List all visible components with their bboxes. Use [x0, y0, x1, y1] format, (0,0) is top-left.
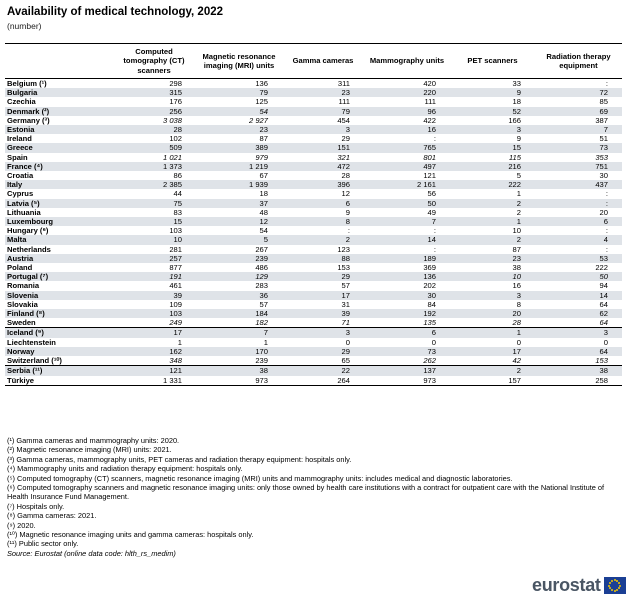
value-cell: 0 — [516, 337, 521, 347]
value-cell: 20 — [512, 309, 521, 319]
value-cell: 1 — [177, 337, 182, 347]
value-cell: 8 — [516, 299, 521, 309]
value-cell: : — [605, 198, 608, 208]
value-cell: 1 — [516, 189, 521, 199]
value-cell: 29 — [341, 346, 350, 356]
value-cell: 1 939 — [248, 180, 268, 190]
country-cell: Slovenia — [7, 290, 39, 300]
country-cell: Norway — [7, 346, 35, 356]
value-cell: 37 — [259, 198, 268, 208]
value-cell: 7 — [431, 217, 436, 227]
value-cell: 151 — [337, 143, 350, 153]
value-cell: 157 — [450, 376, 535, 386]
value-cell: 264 — [282, 376, 364, 386]
header-radiation-therapy: Radiation therapy equipment — [546, 51, 611, 70]
table-row — [5, 134, 622, 143]
value-cell: : — [347, 226, 350, 236]
footnote: (⁷) Hospitals only. — [7, 501, 65, 511]
value-cell: 23 — [512, 253, 521, 263]
value-cell: : — [535, 79, 622, 89]
country-cell: Germany (³) — [7, 115, 50, 125]
value-cell: 51 — [599, 134, 608, 144]
value-cell: 216 — [508, 161, 521, 171]
value-cell: 396 — [337, 180, 350, 190]
value-cell: 52 — [512, 106, 521, 116]
value-cell: 257 — [169, 253, 182, 263]
value-cell: 283 — [255, 281, 268, 291]
value-cell: 1 — [450, 328, 535, 338]
header-gamma-cameras: Gamma cameras — [292, 56, 354, 66]
value-cell: : — [605, 189, 608, 199]
footnote: (¹⁰) Magnetic resonance imaging units and gamma cameras: hospitals only. — [7, 530, 254, 540]
value-cell: 1 — [263, 337, 268, 347]
value-cell: 57 — [259, 299, 268, 309]
value-cell: 136 — [423, 272, 436, 282]
table-row — [5, 171, 622, 180]
footnote: (⁹) 2020. — [7, 520, 36, 530]
value-cell: 486 — [255, 263, 268, 273]
value-cell: 2 927 — [248, 115, 268, 125]
value-cell: : — [605, 244, 608, 254]
value-cell: 84 — [427, 299, 436, 309]
table-row — [5, 180, 622, 189]
value-cell: 111 — [338, 97, 350, 107]
value-cell: 5 — [516, 171, 521, 181]
value-cell: 33 — [450, 79, 535, 89]
value-cell: : — [433, 134, 436, 144]
value-cell: 10 — [173, 235, 182, 245]
value-cell: 2 385 — [162, 180, 182, 190]
country-cell: Switzerland (¹⁰) — [7, 356, 62, 366]
footnote: (⁵) Computed tomography (CT) scanners, magnetic resonance imaging (MRI) units and mammography units: includes medical and diagnostic laboratories. — [7, 473, 513, 483]
country-cell: Estonia — [7, 125, 35, 135]
value-cell: 321 — [337, 152, 350, 162]
value-cell: 49 — [427, 207, 436, 217]
table-row — [5, 97, 622, 106]
value-cell: : — [605, 226, 608, 236]
value-cell: 192 — [423, 309, 436, 319]
value-cell: 29 — [341, 272, 350, 282]
value-cell: 461 — [169, 281, 182, 291]
value-cell: 115 — [508, 152, 521, 162]
value-cell: 6 — [364, 328, 450, 338]
value-cell: 67 — [259, 171, 268, 181]
value-cell: 39 — [341, 309, 350, 319]
country-cell: Portugal (⁷) — [7, 272, 49, 282]
table-row — [5, 291, 622, 300]
value-cell: 9 — [516, 88, 521, 98]
value-cell: 20 — [599, 207, 608, 217]
value-cell: 72 — [599, 88, 608, 98]
value-cell: 162 — [169, 346, 182, 356]
country-cell: Ireland — [7, 134, 32, 144]
table-row — [5, 328, 622, 338]
table-row — [5, 272, 622, 281]
value-cell: 137 — [364, 366, 450, 376]
value-cell: 38 — [196, 366, 282, 376]
value-cell: 54 — [259, 226, 268, 236]
value-cell: 389 — [255, 143, 268, 153]
country-cell: Sweden — [7, 318, 36, 328]
value-cell: 3 — [516, 290, 521, 300]
value-cell: 71 — [341, 318, 350, 328]
value-cell: 1 219 — [248, 161, 268, 171]
value-cell: 256 — [169, 106, 182, 116]
country-cell: France (⁴) — [7, 161, 43, 171]
value-cell: 14 — [599, 290, 608, 300]
value-cell: 29 — [341, 134, 350, 144]
header-mri-units: Magnetic resonance imaging (MRI) units — [202, 51, 276, 70]
eu-flag-icon — [604, 577, 626, 594]
table-row — [5, 366, 622, 376]
header-pet-scanners: PET scanners — [467, 56, 518, 66]
value-cell: 53 — [599, 253, 608, 263]
country-cell: Slovakia — [7, 299, 38, 309]
value-cell: 3 — [345, 125, 350, 135]
country-cell: Croatia — [7, 171, 34, 181]
value-cell: 2 — [516, 207, 521, 217]
table-row — [5, 254, 622, 263]
value-cell: 369 — [423, 263, 436, 273]
footnote: (¹) Gamma cameras and mammography units: 2020. — [7, 436, 180, 445]
value-cell: 7 — [196, 328, 282, 338]
medical-technology-table — [5, 43, 622, 386]
table-row — [5, 309, 622, 318]
value-cell: 16 — [427, 125, 436, 135]
value-cell: 79 — [341, 106, 350, 116]
table-row — [5, 318, 622, 328]
value-cell: : — [433, 226, 436, 236]
value-cell: 79 — [259, 88, 268, 98]
value-cell: 2 — [450, 366, 535, 376]
table-row — [5, 300, 622, 309]
value-cell: 2 161 — [416, 180, 436, 190]
value-cell: 73 — [599, 143, 608, 153]
value-cell: 22 — [282, 366, 364, 376]
page-title: Availability of medical technology, 2022 — [7, 6, 224, 18]
value-cell: 85 — [599, 97, 608, 107]
value-cell: 9 — [345, 207, 350, 217]
value-cell: 262 — [423, 356, 436, 366]
table-body — [5, 79, 622, 386]
country-cell: Czechia — [7, 97, 36, 107]
footnote: (⁶) Computed tomography scanners and magnetic resonance imaging units: only those owned by health care institutions with a contract for outpatient care with the National Institute of Health Insurance Fund Management. — [7, 483, 605, 502]
value-cell: 437 — [595, 180, 608, 190]
value-cell: 472 — [337, 161, 350, 171]
value-cell: 28 — [173, 125, 182, 135]
value-cell: 222 — [595, 263, 608, 273]
value-cell: 6 — [345, 198, 350, 208]
value-cell: 509 — [169, 143, 182, 153]
value-cell: 48 — [259, 207, 268, 217]
value-cell: 249 — [169, 318, 182, 328]
value-cell: 10 — [512, 226, 521, 236]
footnote: (⁴) Mammography units and radiation therapy equipment: hospitals only. — [7, 464, 243, 474]
value-cell: 153 — [337, 263, 350, 273]
country-cell: Netherlands — [7, 244, 51, 254]
page-subtitle: (number) — [7, 21, 42, 31]
value-cell: 166 — [508, 115, 521, 125]
value-cell: 18 — [259, 189, 268, 199]
value-cell: 103 — [169, 226, 182, 236]
value-cell: 239 — [255, 253, 268, 263]
value-cell: 258 — [535, 376, 622, 386]
value-cell: 30 — [599, 171, 608, 181]
footnote: (³) Gamma cameras, mammography units, PET cameras and radiation therapy equipment: hospitals only. — [7, 454, 352, 464]
table-row — [5, 88, 622, 97]
value-cell: 23 — [259, 125, 268, 135]
value-cell: 102 — [169, 134, 182, 144]
value-cell: 189 — [423, 253, 436, 263]
footnote: (²) Magnetic resonance imaging (MRI) units: 2021. — [7, 445, 172, 455]
header-ct-scanners: Computed tomography (CT) scanners — [123, 47, 185, 75]
header-country — [5, 44, 112, 79]
table-row — [5, 347, 622, 356]
table-row — [5, 226, 622, 235]
value-cell: 176 — [169, 97, 182, 107]
value-cell: 50 — [599, 272, 608, 282]
value-cell: 1 — [516, 217, 521, 227]
value-cell: 56 — [427, 189, 436, 199]
value-cell: 5 — [263, 235, 268, 245]
value-cell: 17 — [512, 346, 521, 356]
value-cell: 86 — [173, 171, 182, 181]
country-cell: Spain — [7, 152, 28, 162]
table-row — [5, 107, 622, 116]
table-row — [5, 338, 622, 347]
value-cell: 0 — [345, 337, 350, 347]
table-row — [5, 281, 622, 290]
table-row — [5, 235, 622, 244]
country-cell: Austria — [7, 253, 34, 263]
country-cell: Iceland (⁹) — [5, 328, 112, 338]
table-row — [5, 376, 622, 386]
value-cell: 18 — [512, 97, 521, 107]
value-cell: 1 021 — [162, 152, 182, 162]
table-row — [5, 162, 622, 171]
country-cell: Denmark (²) — [7, 106, 50, 116]
table-header-row — [5, 44, 622, 79]
value-cell: 69 — [599, 106, 608, 116]
country-cell: Romania — [7, 281, 40, 291]
country-cell: Malta — [7, 235, 27, 245]
value-cell: 39 — [173, 290, 182, 300]
value-cell: 64 — [599, 346, 608, 356]
value-cell: 0 — [603, 337, 608, 347]
value-cell: 454 — [337, 115, 350, 125]
table-row — [5, 356, 622, 366]
value-cell: 75 — [173, 198, 182, 208]
value-cell: 109 — [169, 299, 182, 309]
source-note: Source: Eurostat (online data code: hlth_rs_medim) — [7, 548, 176, 558]
header-mammography-units: Mammography units — [369, 56, 445, 66]
country-cell: Cyprus — [7, 189, 34, 199]
table-row — [5, 116, 622, 125]
value-cell: 87 — [512, 244, 521, 254]
country-cell: Finland (⁸) — [7, 309, 45, 319]
value-cell: 751 — [595, 161, 608, 171]
value-cell: 28 — [341, 171, 350, 181]
value-cell: 23 — [341, 88, 350, 98]
table-row — [5, 199, 622, 208]
value-cell: 121 — [112, 366, 196, 376]
value-cell: 125 — [255, 97, 268, 107]
value-cell: 877 — [169, 263, 182, 273]
value-cell: 3 — [282, 328, 364, 338]
value-cell: 3 — [535, 328, 622, 338]
table-row — [5, 143, 622, 152]
table-row — [5, 245, 622, 254]
value-cell: 12 — [259, 217, 268, 227]
value-cell: 54 — [259, 106, 268, 116]
value-cell: 17 — [112, 328, 196, 338]
value-cell: 353 — [595, 152, 608, 162]
value-cell: 31 — [341, 299, 350, 309]
value-cell: 191 — [169, 272, 182, 282]
value-cell: 387 — [595, 115, 608, 125]
value-cell: 3 038 — [162, 115, 182, 125]
country-cell: Liechtenstein — [7, 337, 56, 347]
value-cell: 6 — [603, 217, 608, 227]
table-row — [5, 153, 622, 162]
country-cell: Bulgaria — [7, 88, 38, 98]
value-cell: 65 — [341, 356, 350, 366]
value-cell: 4 — [603, 235, 608, 245]
country-cell: Hungary (⁶) — [7, 226, 49, 236]
value-cell: 298 — [112, 79, 196, 89]
value-cell: 36 — [259, 290, 268, 300]
value-cell: 38 — [535, 366, 622, 376]
table-row — [5, 189, 622, 198]
country-cell: Türkiye — [5, 376, 112, 386]
value-cell: 420 — [364, 79, 450, 89]
value-cell: 136 — [196, 79, 282, 89]
value-cell: 315 — [169, 88, 182, 98]
value-cell: 50 — [427, 198, 436, 208]
value-cell: 12 — [341, 189, 350, 199]
value-cell: 94 — [599, 281, 608, 291]
value-cell: 7 — [603, 125, 608, 135]
value-cell: 182 — [255, 318, 268, 328]
value-cell: 2 — [516, 198, 521, 208]
value-cell: 17 — [341, 290, 350, 300]
country-cell: Poland — [7, 263, 33, 273]
value-cell: 15 — [173, 217, 182, 227]
value-cell: 973 — [196, 376, 282, 386]
table-row — [5, 217, 622, 226]
country-cell: Latvia (⁵) — [7, 198, 40, 208]
value-cell: 135 — [423, 318, 436, 328]
country-cell: Luxembourg — [7, 217, 53, 227]
value-cell: 103 — [169, 309, 182, 319]
value-cell: 96 — [427, 106, 436, 116]
value-cell: 2 — [516, 235, 521, 245]
logo-text: eurostat — [532, 575, 601, 595]
value-cell: 2 — [345, 235, 350, 245]
value-cell: 497 — [423, 161, 436, 171]
footnotes — [7, 436, 619, 558]
value-cell: 153 — [595, 356, 608, 366]
value-cell: 121 — [423, 171, 436, 181]
table-row — [5, 125, 622, 134]
footnote: (¹¹) Public sector only. — [7, 539, 79, 549]
value-cell: 348 — [169, 356, 182, 366]
table-row — [5, 263, 622, 272]
value-cell: 30 — [427, 290, 436, 300]
value-cell: 15 — [512, 143, 521, 153]
value-cell: 1 331 — [112, 376, 196, 386]
value-cell: 281 — [169, 244, 182, 254]
value-cell: 64 — [599, 299, 608, 309]
footnote: (⁸) Gamma cameras: 2021. — [7, 511, 97, 521]
country-cell: Italy — [7, 180, 23, 190]
value-cell: 222 — [508, 180, 521, 190]
value-cell: 16 — [512, 281, 521, 291]
value-cell: 422 — [423, 115, 436, 125]
value-cell: 73 — [427, 346, 436, 356]
value-cell: 83 — [173, 207, 182, 217]
value-cell: 801 — [423, 152, 436, 162]
value-cell: 979 — [255, 152, 268, 162]
value-cell: 57 — [341, 281, 350, 291]
value-cell: 10 — [512, 272, 521, 282]
value-cell: 8 — [345, 217, 350, 227]
table-row — [5, 79, 622, 89]
value-cell: 111 — [424, 97, 436, 107]
value-cell: : — [433, 244, 436, 254]
country-cell: Serbia (¹¹) — [5, 366, 112, 376]
value-cell: 64 — [599, 318, 608, 328]
value-cell: 239 — [255, 356, 268, 366]
value-cell: 129 — [255, 272, 268, 282]
value-cell: 973 — [364, 376, 450, 386]
value-cell: 44 — [173, 189, 182, 199]
value-cell: 267 — [255, 244, 268, 254]
value-cell: 170 — [255, 346, 268, 356]
value-cell: 123 — [337, 244, 350, 254]
value-cell: 42 — [512, 356, 521, 366]
value-cell: 88 — [341, 253, 350, 263]
value-cell: 62 — [599, 309, 608, 319]
country-cell: Lithuania — [7, 207, 41, 217]
value-cell: 220 — [423, 88, 436, 98]
value-cell: 14 — [427, 235, 436, 245]
value-cell: 28 — [512, 318, 521, 328]
value-cell: 3 — [516, 125, 521, 135]
value-cell: 9 — [516, 134, 521, 144]
value-cell: 38 — [512, 263, 521, 273]
value-cell: 311 — [282, 79, 364, 89]
value-cell: 87 — [259, 134, 268, 144]
value-cell: 1 373 — [162, 161, 182, 171]
value-cell: 0 — [431, 337, 436, 347]
country-cell: Greece — [7, 143, 33, 153]
eurostat-logo — [532, 575, 626, 596]
country-cell: Belgium (¹) — [5, 79, 112, 89]
value-cell: 202 — [423, 281, 436, 291]
table-row — [5, 208, 622, 217]
value-cell: 765 — [423, 143, 436, 153]
value-cell: 184 — [255, 309, 268, 319]
